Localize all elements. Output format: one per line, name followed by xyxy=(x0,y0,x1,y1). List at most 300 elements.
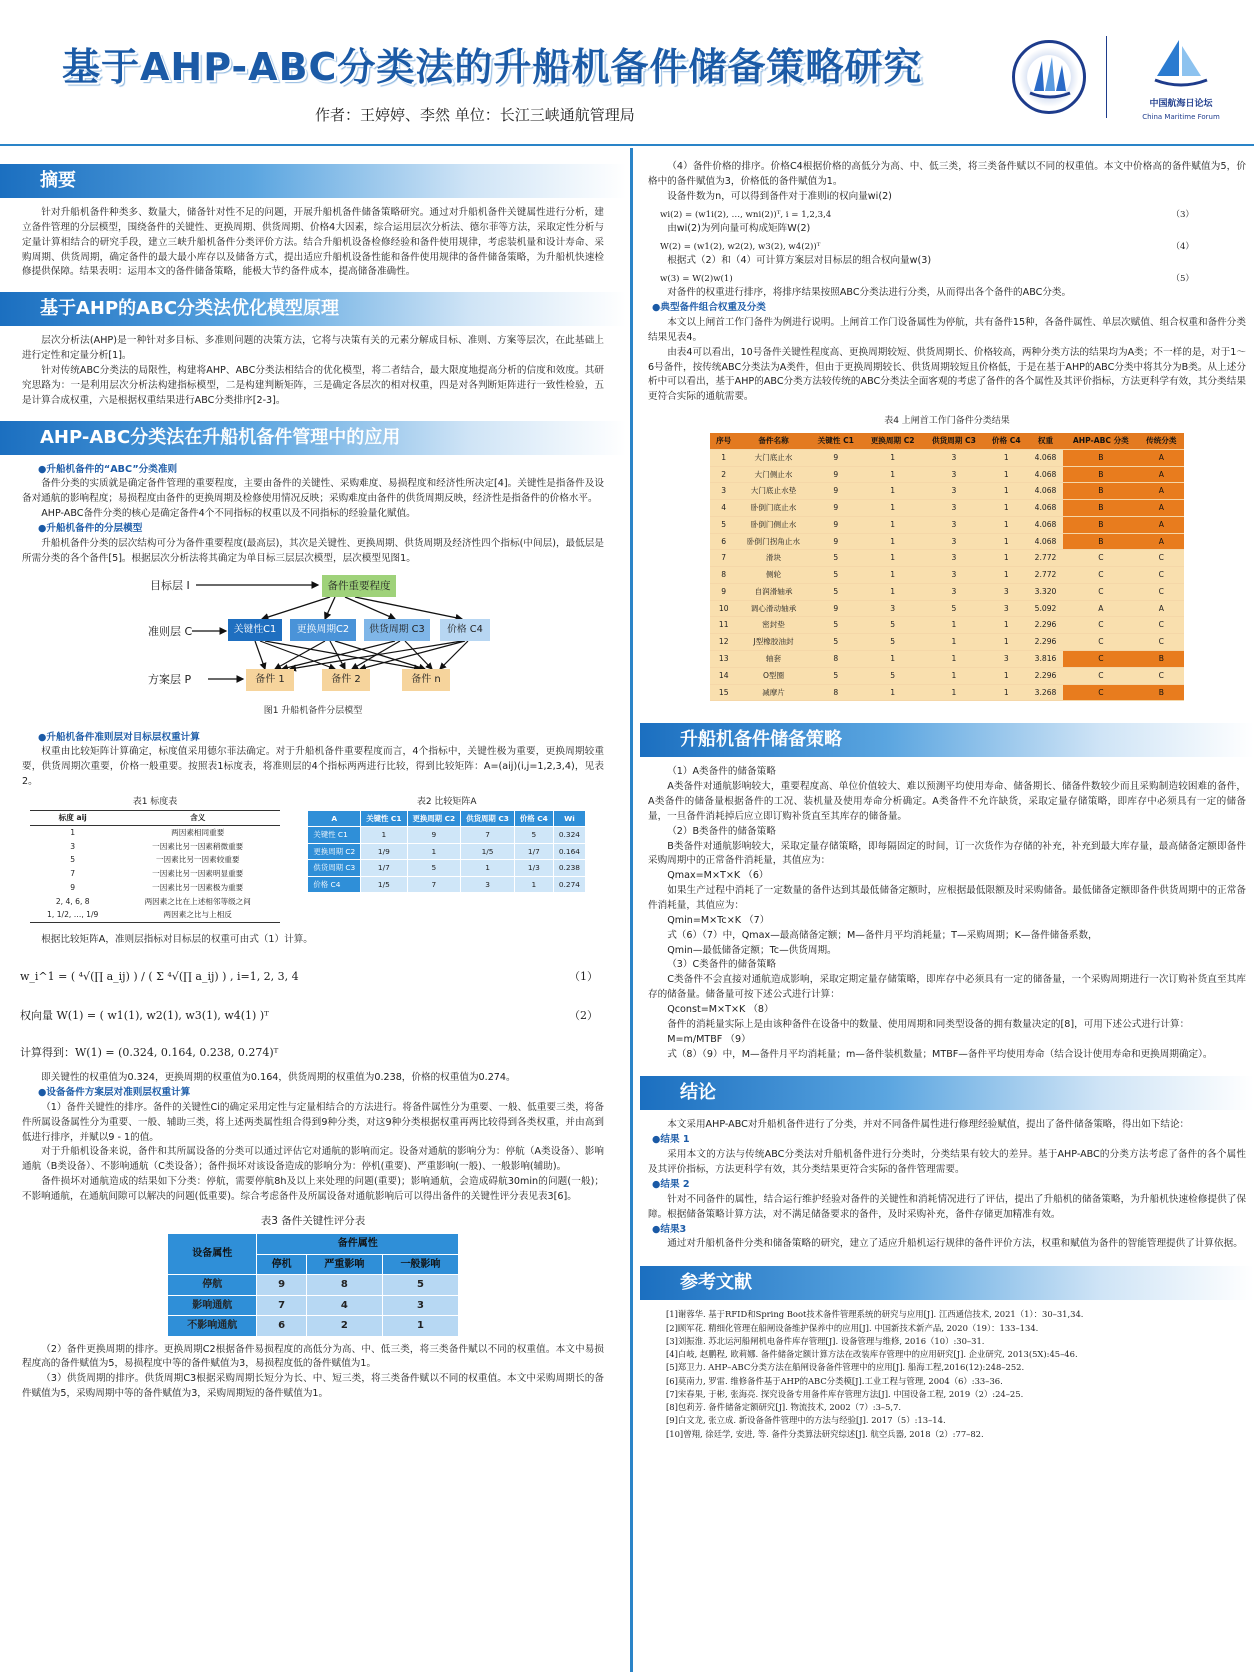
reference-item: [2]顾军花. 精细化管理在船闸设备维护保养中的应用[J]. 中国新技术新产品, 2020（19）：133–134. xyxy=(666,1322,1039,1333)
table4-cell: 1 xyxy=(985,533,1028,550)
table4-cell: 3 xyxy=(923,449,984,466)
table2-row xyxy=(308,827,586,843)
table2-cell: 9 xyxy=(407,827,461,843)
criteria-layer-label: 准则层 C xyxy=(148,624,193,638)
table1-row xyxy=(30,881,280,895)
table4-cell: 大门底止水垫 xyxy=(737,483,809,500)
section3-s4-p4: （2）备件更换周期的排序。更换周期C2根据备件易损程度的高低分为高、中、低三类，将三类备件赋以不同的权重值。本文中易损程度高的备件赋值为5，易损程度中等的备件赋值为3，易损程度低的备件赋值为1。 xyxy=(22,1343,604,1370)
reference-item: [7]宋春果, 于彬, 张海亮. 探究设备专用备件库存管理方法[J]. 中国设备工程, 2019（2）:24–25. xyxy=(666,1388,1024,1399)
strategy-a-text: A类备件对通航影响较大，重要程度高、单位价值较大、难以预测平均使用寿命、储备期长、储备件数较少而且采购制造较困难的备件，A类备件的储备量根据备件的工况、装机量及使用寿命分析确定。A类备件不允许缺货，采取定量存储策略，即库存中必须具有一定的储备量，一旦备件消耗掉后应立即订购补货直至其库存的储备量。 xyxy=(648,781,1246,822)
table4-cell: 卧倒门底止水 xyxy=(737,500,809,517)
table4-row xyxy=(710,667,1184,684)
equation-result-text: 计算得到：W(1) = (0.324, 0.164, 0.238, 0.274)ᵀ xyxy=(20,1046,279,1060)
table4-cell: 大门底止水 xyxy=(737,449,809,466)
equation-1 xyxy=(0,968,626,985)
logo-en-text: China Maritime Forum xyxy=(1142,112,1220,121)
table4-cell: C xyxy=(1139,617,1184,634)
left-column xyxy=(0,164,626,1402)
table3-caption: 表3 备件关键性评分表 xyxy=(260,1214,366,1227)
table2-cell: 1/5 xyxy=(461,843,515,859)
table4-cell: 5.092 xyxy=(1028,600,1063,617)
table3-row xyxy=(168,1295,459,1316)
strategy-b-text4: Qmin—最低储备定额；Tc—供货周期。 xyxy=(667,944,837,956)
table2-header: 价格 C4 xyxy=(514,810,553,826)
table4-cell: 4.068 xyxy=(1028,533,1063,550)
table3-criticality xyxy=(167,1233,459,1337)
table4-cell: 3 xyxy=(923,533,984,550)
table4-cell: 3 xyxy=(923,483,984,500)
table4-header: 价格 C4 xyxy=(985,433,1028,449)
table4-cell: 1 xyxy=(985,550,1028,567)
plan-node-n: 备件 n xyxy=(402,669,450,691)
table1-cell: 一因素比另一因素较重要 xyxy=(155,855,240,865)
tables-1-2 xyxy=(0,790,626,923)
table1-row xyxy=(30,895,280,909)
table4-cell: A xyxy=(1139,600,1184,617)
section3-s4-p2: 对于升船机设备来说，备件和其所属设备的分类可以通过评估它对通航的影响而定。设备对通航的影响分为：停航（A类设备）、影响通航（B类设备）、不影响通航（C类设备）；备件损坏对该设备造成的影响分为：停机(重要)、严重影响(一般)、一般影响(辅助)。 xyxy=(22,1146,604,1173)
reference-item: [4]白岐, 赵鹏程, 欧莉娜. 备件储备定额计算方法在改装库存管理中的应用研究[J]. 企业研究, 2013(5X):45–46. xyxy=(666,1349,1078,1360)
table4-header: 序号 xyxy=(710,433,737,449)
table1-cell: 两因素之比与上相反 xyxy=(115,908,280,922)
table4-cell: 1 xyxy=(985,567,1028,584)
table4-cell: 1 xyxy=(923,684,984,701)
table4-row xyxy=(710,684,1184,701)
sailboat-icon xyxy=(1151,36,1211,90)
strategy-c-title: （3）C类备件的储备策略 xyxy=(667,959,776,971)
strategy-heading: 升船机备件储备策略 xyxy=(640,723,1254,757)
table4-cell: 2.296 xyxy=(1028,634,1063,651)
table2-header-row xyxy=(308,810,586,826)
equation-5 xyxy=(640,273,1254,286)
table2-row xyxy=(308,860,586,876)
table4-row xyxy=(710,617,1184,634)
table2-cell: 1 xyxy=(407,843,461,859)
equation-2-number: （2） xyxy=(569,1009,598,1023)
section3-heading: AHP-ABC分类法在升船机备件管理中的应用 xyxy=(0,421,626,455)
table2-cell: 1/9 xyxy=(361,843,407,859)
table4-cell: C xyxy=(1139,567,1184,584)
subheading-layer-model: ●升船机备件的分层模型 xyxy=(38,523,143,535)
table4-cell: 13 xyxy=(710,651,737,668)
table4-row xyxy=(710,483,1184,500)
table4-cell: 1 xyxy=(923,634,984,651)
table4-cell: 5 xyxy=(810,667,862,684)
table4-cell: 3 xyxy=(923,516,984,533)
subheading-plan-weight: ●设备备件方案层对准则层权重计算 xyxy=(38,1086,191,1098)
table1-header: 含义 xyxy=(115,810,280,825)
table4-cell: B xyxy=(1063,533,1139,550)
strategy-c-eq9: M=m/MTBF （9） xyxy=(667,1033,751,1045)
section3-weights-result: 即关键性的权重值为0.324，更换周期的权重值为0.164，供货周期的权重值为0.238，价格的权重值为0.274。 xyxy=(41,1072,516,1084)
table4-cell: 5 xyxy=(862,634,923,651)
equation-4 xyxy=(640,241,1254,254)
equation-2 xyxy=(0,1007,626,1024)
goal-layer-label: 目标层 I xyxy=(150,578,190,592)
table4-classification-results xyxy=(710,433,1184,701)
table4-cell: O型圈 xyxy=(737,667,809,684)
strategy-b-text3: 式（6）（7）中，Qmax—最高储备定额；M—备件月平均消耗量；T—采购周期；K—备件储备系数， xyxy=(667,929,1098,941)
table3-cell: 4 xyxy=(306,1295,382,1316)
table2-cell: 0.238 xyxy=(553,860,585,876)
table4-header: 关键性 C1 xyxy=(810,433,862,449)
table3-cell: 3 xyxy=(382,1295,458,1316)
table4-cell: 9 xyxy=(710,583,737,600)
table1-cell: 一因素比另一因素明显重要 xyxy=(152,869,244,879)
reference-item: [9]白文龙, 张立成. 新设备备件管理中的方法与经验[J]. 2017（5）:13–14. xyxy=(666,1415,946,1426)
table2-row xyxy=(308,876,586,892)
table4-cell: 5 xyxy=(810,583,862,600)
table4-cell: A xyxy=(1139,533,1184,550)
section3-s4-p5: （3）供货周期的排序。供货周期C3根据采购周期长短分为长、中、短三类，将三类备件赋以不同的权重值。本文中采购周期长的备件赋值为5，采购周期中等的备件赋值为3，采购周期短的备件赋值为1。 xyxy=(22,1373,604,1400)
table4-cell: A xyxy=(1139,449,1184,466)
table3-wrap xyxy=(0,1233,626,1337)
table4-cell: 3 xyxy=(862,600,923,617)
table4-cell: 5 xyxy=(862,667,923,684)
strategy-b-text2: 如果生产过程中消耗了一定数量的备件达到其最低储备定额时，应根据最低限额及时采购储备。最低储备定额即备件供货周期中的正常备件消耗量，其值应为： xyxy=(648,885,1246,912)
reference-item: [10]曾翔, 徐廷学, 安进, 等. 备件分类算法研究综述[J]. 航空兵器, 2018（2）:77–82. xyxy=(666,1428,984,1439)
table4-cell: B xyxy=(1063,449,1139,466)
table4-cell: 侧轮 xyxy=(737,567,809,584)
section3-s2-p1: 升船机备件分类的层次结构可分为备件重要程度(最高层)，其次是关键性、更换周期、供货周期及经济性四个指标(中间层)，最低层是所需分类的各个备件[5]。根据层次分析法将其确定为单目标三层层次模型，层次模型见图1。 xyxy=(22,537,604,564)
table4-cell: 4.068 xyxy=(1028,516,1063,533)
table2-cell: 1/3 xyxy=(514,860,553,876)
ship-sails-icon xyxy=(1028,55,1072,101)
poster-title: 基于AHP-ABC分类法的升船机备件储备策略研究 xyxy=(62,45,923,89)
table4-cell: 5 xyxy=(710,516,737,533)
table4-cell: B xyxy=(1063,516,1139,533)
goal-node: 备件重要程度 xyxy=(322,575,396,597)
table4-cell: B xyxy=(1063,483,1139,500)
table4-cell: 密封垫 xyxy=(737,617,809,634)
table4-header-row xyxy=(710,433,1184,449)
table1-cell: 一因素比另一因素极为重要 xyxy=(152,882,244,892)
table2-header: A xyxy=(308,810,361,826)
table4-row xyxy=(710,449,1184,466)
table1-cell: 两因素之比在上述相邻等级之间 xyxy=(144,896,251,906)
table4-cell: 3 xyxy=(985,600,1028,617)
table4-row xyxy=(710,466,1184,483)
table4-cell: 9 xyxy=(810,483,862,500)
table1-cell: 7 xyxy=(70,869,76,879)
table3-header-row xyxy=(168,1234,459,1255)
table2-cell: 7 xyxy=(407,876,461,892)
table2-row-header: 价格 C4 xyxy=(308,876,361,892)
plan-node-2: 备件 2 xyxy=(322,669,370,691)
table2-row xyxy=(308,843,586,859)
table1-cell: 2, 4, 6, 8 xyxy=(55,896,90,906)
table4-cell: 9 xyxy=(810,516,862,533)
table1-row xyxy=(30,853,280,867)
table2-cell: 1 xyxy=(361,827,407,843)
table4-cell: 1 xyxy=(862,583,923,600)
criterion-c4-node: 价格 C4 xyxy=(440,619,490,641)
table4-cell: 3.268 xyxy=(1028,684,1063,701)
table4-cell: 3 xyxy=(923,583,984,600)
table3-col-header: 一般影响 xyxy=(382,1254,458,1275)
table4-cell: C xyxy=(1063,567,1139,584)
table4-cell: 3 xyxy=(923,567,984,584)
table4-cell: 15 xyxy=(710,684,737,701)
table1-header: 标度 aij xyxy=(30,810,115,825)
plan-layer-label: 方案层 P xyxy=(148,672,192,686)
strategy-c-text3: 式（8）（9）中，M—备件月平均消耗量；m—备件装机数量；MTBF—备件平均使用寿命（结合设计使用寿命和更换周期确定）。 xyxy=(667,1048,1213,1060)
table2-cell: 7 xyxy=(461,827,515,843)
table2-header: Wi xyxy=(553,810,585,826)
references-list xyxy=(640,1308,1254,1441)
table4-cell: 1 xyxy=(862,684,923,701)
table3-group-header: 备件属性 xyxy=(257,1234,459,1255)
table4-cell: 1 xyxy=(985,500,1028,517)
table4-cell: 1 xyxy=(985,634,1028,651)
equation-3-number: （3） xyxy=(1171,209,1194,220)
poster-header xyxy=(0,0,1254,146)
equation-4-number: （4） xyxy=(1171,241,1194,252)
table1-cell: 两因素相同重要 xyxy=(171,827,225,837)
equation-1-number: （1） xyxy=(569,969,598,983)
table4-cell: A xyxy=(1139,466,1184,483)
table3-cell: 8 xyxy=(306,1275,382,1296)
table4-cell: 调心滑动轴承 xyxy=(737,600,809,617)
china-maritime-forum-logo xyxy=(1126,36,1236,128)
reference-item: [1]谢蓉华. 基于RFID和Spring Boot技术备件管理系统的研究与应用[J]. 江西通信技术, 2021（1）：30–31,34. xyxy=(666,1309,1084,1320)
reference-item: [5]郑卫力. AHP–ABC分类方法在船闸设备备件管理中的应用[J]. 船海工程,2016(12):248–252. xyxy=(666,1362,1025,1373)
strategy-b-eq6: Qmax=M×T×K （6） xyxy=(667,870,769,882)
table4-cell: 3.816 xyxy=(1028,651,1063,668)
table1-cell: 1 xyxy=(70,827,76,837)
table4-cell: C xyxy=(1139,550,1184,567)
section2-heading: 基于AHP的ABC分类法优化模型原理 xyxy=(0,292,626,326)
section3-s4-p3: 备件损坏对通航造成的结果如下分类：停航，需要停航8h及以上来处理的问题(重要)；影响通航，会造成碍航30min的问题(一般)；不影响通航，在通航间隙可以解决的问题(低重要)。综合考虑备件及所属设备对通航影响后可以得出备件的关键性评分表见表3[6]。 xyxy=(22,1176,604,1202)
table2-cell: 1 xyxy=(461,860,515,876)
table4-cell: 1 xyxy=(862,466,923,483)
equation-1-text: w_i^1 = ( ⁴√(∏ a_ij) ) / ( Σ ⁴√(∏ a_ij) ) , i=1, 2, 3, 4 xyxy=(20,969,299,983)
table2-header: 供货周期 C3 xyxy=(461,810,515,826)
table4-cell: C xyxy=(1139,583,1184,600)
table4-cell: 4.068 xyxy=(1028,466,1063,483)
table1-cell: 一因素比另一因素稍微重要 xyxy=(152,841,244,851)
subheading-abc-criteria: ●升船机备件的“ABC”分类准则 xyxy=(38,463,178,475)
table4-cell: B xyxy=(1063,466,1139,483)
criterion-c1-node: 关键性C1 xyxy=(228,619,282,641)
table4-cell: 1 xyxy=(710,449,737,466)
table4-row xyxy=(710,500,1184,517)
table4-cell: 5 xyxy=(810,617,862,634)
table4-cell: 1 xyxy=(862,550,923,567)
equation-2-text: 权向量 W(1) = ( w1(1), w2(1), w3(1), w4(1) )ᵀ xyxy=(20,1009,269,1023)
table4-cell: C xyxy=(1063,667,1139,684)
references-heading: 参考文献 xyxy=(640,1266,1254,1300)
equation-3-text: wi(2) = (w1i(2), …, wni(2))ᵀ, i = 1,2,3,4 xyxy=(660,209,832,220)
table4-cell: 大门侧止水 xyxy=(737,466,809,483)
table4-row xyxy=(710,550,1184,567)
equation-3 xyxy=(640,209,1254,222)
table4-cell: 1 xyxy=(862,449,923,466)
conclusion-heading: 结论 xyxy=(640,1076,1254,1110)
result1-text: 采用本文的方法与传统ABC分类法对升船机备件进行分类时，分类结果有较大的差异。基于AHP-ABC的分类方法考虑了备件的各个属性及其评价指标，方法更科学有效，其分类结果更符合实际的备件管理需要。 xyxy=(648,1149,1246,1176)
reference-item: [8]包莉芳. 备件储备定额研究[J]. 物流技术, 2002（7）:3–5,7. xyxy=(666,1402,902,1413)
table4-cell: 4 xyxy=(710,500,737,517)
table3-row xyxy=(168,1316,459,1337)
right-p4: 根据式（2）和（4）可计算方案层对目标层的组合权向量w(3) xyxy=(667,255,932,267)
table4-cell: 9 xyxy=(810,533,862,550)
table4-cell: 1 xyxy=(923,617,984,634)
table4-cell: C xyxy=(1063,651,1139,668)
figure1-arrows xyxy=(0,573,626,713)
table2-row-header: 更换周期 C2 xyxy=(308,843,361,859)
equation-4-text: W(2) = (w1(2), w2(2), w3(2), w4(2))ᵀ xyxy=(660,241,821,252)
strategy-b-text: B类备件对通航影响较大，采取定量存储策略，即每隔固定的时间，订一次货作为存储的补充，补充到最大库存量，最高储备定额即备件采购周期中的正常备件消耗量，其值应为： xyxy=(648,840,1246,867)
table4-cell: B xyxy=(1139,684,1184,701)
table4-header: 权重 xyxy=(1028,433,1063,449)
table4-cell: 9 xyxy=(810,600,862,617)
table2-cell: 0.324 xyxy=(553,827,585,843)
table4-header: 备件名称 xyxy=(737,433,809,449)
table4-cell: 1 xyxy=(985,617,1028,634)
table4-row xyxy=(710,651,1184,668)
table4-cell: 1 xyxy=(985,516,1028,533)
table4-cell: 3 xyxy=(923,550,984,567)
table3-cell: 2 xyxy=(306,1316,382,1337)
table4-cell: 9 xyxy=(810,500,862,517)
table4-cell: 5 xyxy=(923,600,984,617)
table4-cell: 14 xyxy=(710,667,737,684)
table4-header: 供货周期 C3 xyxy=(923,433,984,449)
result2-title: ●结果 2 xyxy=(652,1178,690,1190)
strategy-c-text: C类备件不会直接对通航造成影响，采取定期定量存储策略，即库存中必须具有一定的储备量，一个采购周期进行一次订购补货直至其库存的储备量。储备量可按下述公式进行计算： xyxy=(648,974,1246,1001)
table4-cell: 2 xyxy=(710,466,737,483)
table1-row xyxy=(30,908,280,922)
table2-cell: 1/7 xyxy=(361,860,407,876)
table4-cell: 滑块 xyxy=(737,550,809,567)
table4-header: 传统分类 xyxy=(1139,433,1184,449)
table3-row-header: 影响通航 xyxy=(168,1295,257,1316)
table4-cell: 2.772 xyxy=(1028,567,1063,584)
table3-col-header: 停机 xyxy=(257,1254,306,1275)
right-p5: 对备件的权重进行排序，将排序结果按照ABC分类法进行分类，从而得出各个备件的ABC分类。 xyxy=(667,287,1072,299)
criterion-c3-node: 供货周期 C3 xyxy=(364,619,430,641)
right-column xyxy=(640,160,1254,1441)
table4-cell: 7 xyxy=(710,550,737,567)
table2-header: 关键性 C1 xyxy=(361,810,407,826)
table1-block xyxy=(30,796,280,923)
table4-cell: B xyxy=(1063,500,1139,517)
authors-line: 作者：王婷婷、李然 单位：长江三峡通航管理局 xyxy=(315,106,635,124)
table2-row-header: 关键性 C1 xyxy=(308,827,361,843)
subheading-typical-weights: ●典型备件组合权重及分类 xyxy=(652,302,766,314)
table3-col-header: 严重影响 xyxy=(306,1254,382,1275)
logo-divider xyxy=(1106,36,1107,118)
table4-cell: 3 xyxy=(923,500,984,517)
table4-cell: C xyxy=(1063,634,1139,651)
table3-cell: 9 xyxy=(257,1275,306,1296)
table2-cell: 5 xyxy=(514,827,553,843)
table4-cell: 5 xyxy=(810,567,862,584)
right-p3: 由wi(2)为列向量可构成矩阵W(2) xyxy=(667,222,811,234)
table2-cell: 0.274 xyxy=(553,876,585,892)
table4-cell: 1 xyxy=(985,483,1028,500)
table4-cell: 11 xyxy=(710,617,737,634)
table1-row xyxy=(30,825,280,839)
table4-cell: 3.320 xyxy=(1028,583,1063,600)
table4-cell: 5 xyxy=(810,550,862,567)
table3-cell: 1 xyxy=(382,1316,458,1337)
figure1-caption: 图1 升船机备件分层模型 xyxy=(263,705,363,716)
table2-cell: 3 xyxy=(461,876,515,892)
table4-cell: 8 xyxy=(710,567,737,584)
table4-cell: 12 xyxy=(710,634,737,651)
table4-cell: 1 xyxy=(985,449,1028,466)
table4-cell: 3 xyxy=(985,583,1028,600)
table4-cell: A xyxy=(1139,500,1184,517)
right-p2: 设备件数为n，可以得到备件对于准则i的权向量wi(2) xyxy=(667,190,892,202)
table4-cell: 自润滑轴承 xyxy=(737,583,809,600)
table4-cell: 1 xyxy=(862,500,923,517)
table4-cell: 卧倒门拐角止水 xyxy=(737,533,809,550)
result3-text: 通过对升船机备件分类和储备策略的研究，建立了适应升船机运行规律的备件评价方法，权重和赋值为备件的智能管理提供了计算依据。 xyxy=(667,1238,1243,1250)
table2-block xyxy=(307,796,586,923)
abstract-text: 针对升船机备件种类多、数量大，储备针对性不足的问题，开展升船机备件储备策略研究。通过对升船机备件关键属性进行分析，建立备件管理的分层模型，围绕备件的关键性、更换周期、供货周期、价格4大因素，综合运用层次分析法、德尔菲等方法，采取定性分析与定量计算相结合的研究手段，建立三峡升船机备件分类评价方法。结合升船机设备检修经验和备件使用规律，考虑装机量和设计寿命、采购周期、供货周期，确定备件的最大最小库存以及储备方式，提出适应升船机设备性能和备件使用规律的备件储备策略，为升船机快速检修提供保障。结果表明：运用本文的备件储备策略，能极大节约备件成本，提高储备准确性。 xyxy=(22,207,604,278)
table4-cell: 1 xyxy=(985,684,1028,701)
table4-cell: C xyxy=(1063,684,1139,701)
table4-cell: 减摩片 xyxy=(737,684,809,701)
table4-cell: 1 xyxy=(923,651,984,668)
strategy-c-text2: 备件的消耗量实际上是由该种备件在设备中的数量、使用周期和同类型设备的拥有数量决定的[8]，可用下述公式进行计算： xyxy=(667,1018,1190,1030)
table4-cell: C xyxy=(1139,667,1184,684)
table1-caption: 表1 标度表 xyxy=(132,797,178,808)
table4-row xyxy=(710,600,1184,617)
table4-cell: B xyxy=(1139,651,1184,668)
section2-p2: 针对传统ABC分类法的局限性，构建将AHP、ABC分类法相结合的优化模型，将二者结合，最大限度地提高分析的信度和效度。其研究思路为：一是利用层次分析法构建指标模型，二是构建判断矩阵，三是确定各层次的相对权重，四是对各判断矩阵进行一致性检验，五是计算合成权重，六是根据权重结果进行ABC分类排序[2-3]。 xyxy=(22,365,604,406)
logo-cn-text: 中国航海日论坛 xyxy=(1149,98,1213,109)
table4-cell: A xyxy=(1139,516,1184,533)
column-separator xyxy=(630,148,633,1672)
table4-header: AHP-ABC 分类 xyxy=(1063,433,1139,449)
table4-cell: 2.296 xyxy=(1028,667,1063,684)
plan-node-1: 备件 1 xyxy=(246,669,294,691)
table4-cell: 1 xyxy=(862,567,923,584)
table2-cell: 0.164 xyxy=(553,843,585,859)
table4-cell: C xyxy=(1063,550,1139,567)
right-p1: （4）备件价格的排序。价格C4根据价格的高低分为高、中、低三类，将三类备件赋以不同的权重值。本文中价格高的备件赋值为5，价格中的备件赋值为3，价格低的备件赋值为1。 xyxy=(648,161,1246,187)
section3-s4-p1: （1）备件关键性的排序。备件的关键性Ci的确定采用定性与定量相结合的方法进行。将备件属性分为重要、一般、低重要三类，将备件所属设备属性分为重要、一般、辅助三类，将上述两类属性组合得到9种分类，对这9种分类根据权重再两比较得到各类权重，并由高到低进行排序，并赋以9 - 1的值。 xyxy=(22,1101,604,1143)
table2-caption: 表2 比较矩阵A xyxy=(416,797,477,808)
strategy-c-eq8: Qconst=M×T×K （8） xyxy=(667,1004,774,1016)
equation-result xyxy=(0,1044,626,1061)
table4-cell: 1 xyxy=(862,533,923,550)
result1-title: ●结果 1 xyxy=(652,1134,690,1146)
table3-cell: 5 xyxy=(382,1275,458,1296)
table4-wrap xyxy=(640,433,1254,701)
table3-row xyxy=(168,1275,459,1296)
section3-s3-p1: 权重由比较矩阵计算确定，标度值采用德尔菲法确定。对于升船机备件重要程度而言，4个指标中，关键性极为重要，更换周期较重要，供货周期次重要，价格一般重要。按照表1标度表，将准则层的4个指标两两进行比较，得到比较矩阵：A=(aij)(i,j=1,2,3,4)，见表2。 xyxy=(22,746,604,788)
strategy-b-title: （2）B类备件的储备策略 xyxy=(667,825,776,837)
section3-s1-p1: 备件分类的实质就是确定备件管理的重要程度，主要由备件的关键性、采购难度、易损程度和经济性所决定[4]。关键性是指备件及设备对通航的影响程度；易损程度由备件的更换周期及检修使用情况反映；采购难度由备件的供货周期反映，经济性是指备件的价格水平。 xyxy=(22,478,604,505)
table4-cell: J型橡胶油封 xyxy=(737,634,809,651)
abstract-heading: 摘要 xyxy=(0,164,626,198)
table4-cell: 2.296 xyxy=(1028,617,1063,634)
table2-cell: 1/7 xyxy=(514,843,553,859)
table4-cell: C xyxy=(1139,634,1184,651)
table2-cell: 1/5 xyxy=(361,876,407,892)
table4-cell: 3 xyxy=(710,483,737,500)
table1-row xyxy=(30,867,280,881)
table4-cell: 4.068 xyxy=(1028,483,1063,500)
table4-cell: 卧倒门侧止水 xyxy=(737,516,809,533)
table4-cell: A xyxy=(1139,483,1184,500)
criterion-c2-node: 更换周期C2 xyxy=(290,619,356,641)
table4-cell: 1 xyxy=(985,466,1028,483)
table4-cell: 9 xyxy=(810,466,862,483)
